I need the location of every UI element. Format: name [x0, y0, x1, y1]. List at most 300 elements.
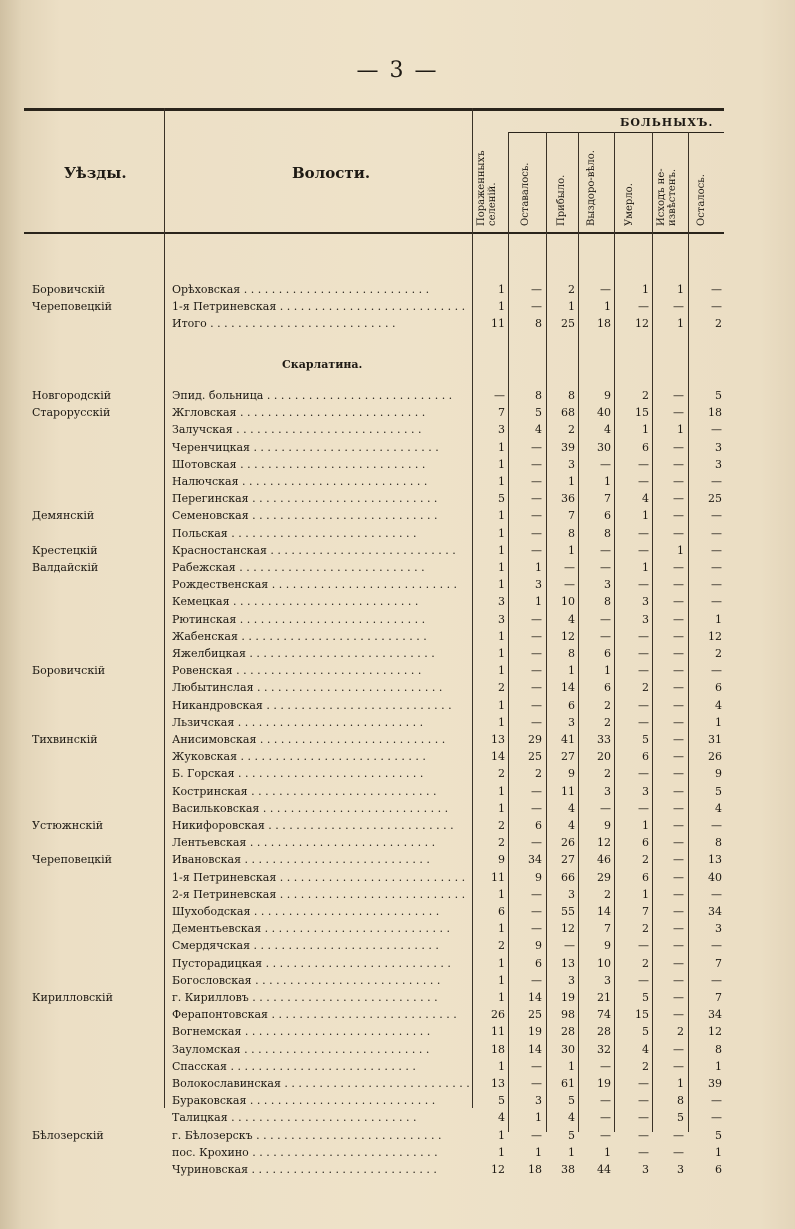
- number-cell: 1: [642, 509, 649, 523]
- column-divider: [578, 132, 579, 1132]
- number-cell: 6: [568, 698, 575, 712]
- number-cell: —: [600, 612, 611, 626]
- number-cell: 5: [498, 1094, 505, 1108]
- number-cell: 66: [561, 870, 575, 884]
- number-cell: 6: [642, 870, 649, 884]
- number-cell: 4: [568, 819, 575, 832]
- number-cell: 4: [568, 1111, 575, 1125]
- number-cell: —: [673, 1145, 684, 1159]
- number-cell: —: [673, 973, 684, 987]
- number-cell: 12: [597, 836, 611, 850]
- number-cell: 1: [535, 1145, 542, 1159]
- volost-cell: Ферапонтовская . . . . . . . . . . . . . . . . . . . . . . . . . . .: [172, 1008, 457, 1022]
- table-row: [24, 1007, 724, 1023]
- table-row: [24, 818, 724, 834]
- number-cell: 40: [708, 870, 722, 884]
- number-cell: —: [673, 389, 684, 402]
- table-row: [24, 1024, 724, 1040]
- number-cell: —: [673, 922, 684, 936]
- volost-cell: Жабенская . . . . . . . . . . . . . . . . . . . . . . . . . . .: [172, 629, 427, 643]
- number-cell: 14: [561, 681, 575, 695]
- number-cell: 46: [597, 853, 611, 867]
- number-cell: 1: [498, 300, 505, 313]
- number-cell: —: [711, 283, 722, 296]
- number-cell: —: [600, 1128, 611, 1142]
- number-cell: 19: [561, 991, 575, 1004]
- number-cell: 1: [498, 956, 505, 970]
- number-cell: 28: [561, 1025, 575, 1039]
- number-cell: —: [531, 629, 542, 643]
- column-divider: [472, 108, 473, 1108]
- number-cell: 1: [568, 300, 575, 313]
- volost-cell: Любытинслая . . . . . . . . . . . . . . . . . . . . . . . . . . .: [172, 681, 443, 695]
- number-cell: 39: [561, 440, 575, 454]
- number-cell: —: [638, 526, 649, 540]
- table-row: [24, 440, 724, 456]
- number-cell: 12: [561, 629, 575, 643]
- number-cell: 10: [561, 595, 575, 609]
- number-cell: —: [531, 543, 542, 557]
- table-row: [24, 990, 724, 1006]
- number-cell: 27: [561, 750, 575, 764]
- number-cell: —: [711, 887, 722, 901]
- number-cell: —: [711, 475, 722, 488]
- number-cell: 1: [498, 526, 505, 540]
- number-cell: —: [711, 595, 722, 609]
- number-cell: 1: [498, 784, 505, 798]
- number-cell: 1: [498, 922, 505, 936]
- number-cell: —: [711, 973, 722, 987]
- number-cell: 3: [568, 887, 575, 901]
- number-cell: —: [711, 1111, 722, 1125]
- number-cell: 14: [597, 905, 611, 918]
- number-cell: 25: [528, 750, 542, 764]
- number-cell: —: [673, 801, 684, 815]
- number-cell: —: [673, 767, 684, 781]
- number-cell: —: [638, 767, 649, 781]
- number-cell: —: [531, 440, 542, 454]
- number-cell: 8: [535, 317, 542, 330]
- volost-cell: Шотовская . . . . . . . . . . . . . . . . . . . . . . . . . . .: [172, 457, 426, 471]
- number-cell: 2: [715, 317, 722, 330]
- number-cell: 1: [498, 457, 505, 471]
- number-cell: 34: [708, 1008, 722, 1022]
- volost-cell: пос. Крохино . . . . . . . . . . . . . . . . . . . . . . . . . . .: [172, 1145, 438, 1159]
- number-cell: 1: [642, 561, 649, 574]
- number-cell: —: [673, 1008, 684, 1022]
- number-cell: 26: [708, 750, 722, 764]
- number-cell: —: [564, 578, 575, 592]
- table-row: [24, 1145, 724, 1161]
- number-cell: 7: [568, 509, 575, 523]
- table-row: [24, 594, 724, 610]
- number-cell: —: [673, 1128, 684, 1142]
- number-cell: 1: [498, 475, 505, 488]
- number-cell: 14: [491, 750, 505, 764]
- uezd-cell: Бѣлозерскій: [32, 1128, 104, 1142]
- number-cell: 3: [642, 595, 649, 609]
- volost-cell: Семеновская . . . . . . . . . . . . . . . . . . . . . . . . . . .: [172, 509, 438, 523]
- number-cell: 3: [604, 578, 611, 592]
- number-cell: 9: [604, 819, 611, 832]
- number-cell: 8: [568, 647, 575, 660]
- number-cell: —: [564, 561, 575, 574]
- number-cell: 5: [677, 1111, 684, 1125]
- number-cell: 3: [642, 1163, 649, 1176]
- number-cell: 1: [715, 612, 722, 626]
- number-cell: 19: [597, 1077, 611, 1090]
- number-cell: 2: [642, 681, 649, 695]
- number-cell: —: [673, 526, 684, 540]
- table-row: [24, 801, 724, 817]
- number-cell: —: [638, 1128, 649, 1142]
- number-cell: 1: [642, 887, 649, 901]
- number-cell: —: [638, 578, 649, 592]
- table-row: [24, 784, 724, 800]
- number-cell: 8: [715, 836, 722, 850]
- volost-cell: Перегинская . . . . . . . . . . . . . . . . . . . . . . . . . . .: [172, 492, 438, 506]
- number-cell: —: [638, 939, 649, 953]
- number-cell: 25: [528, 1008, 542, 1022]
- table-row: [24, 1162, 724, 1178]
- number-cell: 7: [715, 956, 722, 970]
- number-cell: 2: [498, 681, 505, 695]
- number-cell: —: [531, 283, 542, 296]
- volost-cell: Шухободская . . . . . . . . . . . . . . . . . . . . . . . . . . .: [172, 905, 440, 918]
- number-cell: 6: [715, 1163, 722, 1176]
- number-cell: 1: [498, 543, 505, 557]
- volost-cell: Б. Горская . . . . . . . . . . . . . . . . . . . . . . . . . . .: [172, 767, 424, 781]
- header-volosti: Волости.: [292, 164, 371, 182]
- table-row: [24, 715, 724, 731]
- number-cell: 18: [528, 1163, 542, 1176]
- number-cell: —: [673, 733, 684, 746]
- volost-cell: Рютинская . . . . . . . . . . . . . . . . . . . . . . . . . . .: [172, 612, 426, 626]
- header-bottom-rule: [24, 232, 724, 234]
- number-cell: —: [673, 1042, 684, 1056]
- number-cell: 1: [604, 1145, 611, 1159]
- number-cell: 55: [561, 905, 575, 918]
- number-cell: 1: [568, 543, 575, 557]
- number-cell: 1: [677, 317, 684, 330]
- number-cell: 9: [604, 389, 611, 402]
- number-cell: 6: [642, 750, 649, 764]
- number-cell: 26: [561, 836, 575, 850]
- number-cell: 26: [491, 1008, 505, 1022]
- number-cell: —: [673, 647, 684, 660]
- table-row: [24, 526, 724, 542]
- table-row: [24, 956, 724, 972]
- number-cell: 9: [715, 767, 722, 781]
- number-cell: 11: [491, 1025, 505, 1039]
- table-top-rule: [24, 108, 724, 111]
- number-cell: 5: [715, 784, 722, 798]
- table-row: [24, 577, 724, 593]
- number-cell: 29: [528, 733, 542, 746]
- number-cell: —: [673, 406, 684, 420]
- number-cell: 3: [535, 1094, 542, 1108]
- number-cell: 1: [498, 283, 505, 296]
- column-divider: [164, 108, 165, 1108]
- volost-cell: Яжелбицкая . . . . . . . . . . . . . . . . . . . . . . . . . . .: [172, 647, 435, 660]
- number-cell: 2: [677, 1025, 684, 1039]
- number-cell: 1: [498, 991, 505, 1004]
- number-cell: —: [600, 457, 611, 471]
- number-cell: 3: [604, 973, 611, 987]
- number-cell: 1: [677, 423, 684, 437]
- number-cell: 2: [604, 715, 611, 729]
- number-cell: —: [673, 664, 684, 678]
- number-cell: 13: [491, 733, 505, 746]
- number-cell: 1: [498, 664, 505, 678]
- number-cell: 39: [708, 1077, 722, 1090]
- number-cell: 7: [604, 492, 611, 506]
- number-cell: 1: [498, 973, 505, 987]
- number-cell: 6: [535, 956, 542, 970]
- number-cell: 74: [597, 1008, 611, 1022]
- number-cell: —: [531, 457, 542, 471]
- number-cell: 4: [642, 1042, 649, 1056]
- number-cell: —: [638, 664, 649, 678]
- volost-cell: Васильковская . . . . . . . . . . . . . . . . . . . . . . . . . . .: [172, 801, 449, 815]
- number-cell: 41: [561, 733, 575, 746]
- number-cell: —: [711, 664, 722, 678]
- number-cell: —: [711, 423, 722, 437]
- number-cell: —: [531, 887, 542, 901]
- number-cell: 12: [635, 317, 649, 330]
- number-cell: 5: [568, 1128, 575, 1142]
- number-cell: —: [531, 1059, 542, 1073]
- number-cell: 1: [715, 1145, 722, 1159]
- number-cell: 4: [715, 801, 722, 815]
- number-cell: —: [711, 561, 722, 574]
- number-cell: 6: [604, 647, 611, 660]
- uezd-cell: Тихвинскій: [32, 733, 98, 746]
- table-row: [24, 543, 724, 559]
- number-cell: 2: [498, 819, 505, 832]
- number-cell: 5: [498, 492, 505, 506]
- number-cell: —: [673, 819, 684, 832]
- volost-cell: Черенчицкая . . . . . . . . . . . . . . . . . . . . . . . . . . .: [172, 440, 439, 454]
- volost-cell: Льзичская . . . . . . . . . . . . . . . . . . . . . . . . . . .: [172, 715, 424, 729]
- number-cell: 29: [597, 870, 611, 884]
- number-cell: 11: [561, 784, 575, 798]
- number-cell: —: [673, 939, 684, 953]
- volost-cell: Никифоровская . . . . . . . . . . . . . . . . . . . . . . . . . . .: [172, 819, 454, 832]
- number-cell: —: [531, 836, 542, 850]
- uezd-cell: Устюжнскій: [32, 819, 104, 832]
- number-cell: —: [638, 475, 649, 488]
- number-cell: 1: [498, 629, 505, 643]
- number-cell: —: [531, 698, 542, 712]
- header-arrived: Прибыло.: [556, 174, 567, 226]
- number-cell: —: [638, 1111, 649, 1125]
- number-cell: 1: [498, 801, 505, 815]
- table-row: [24, 388, 724, 404]
- volost-cell: Итого . . . . . . . . . . . . . . . . . . . . . . . . . . .: [172, 317, 396, 330]
- number-cell: 3: [535, 578, 542, 592]
- number-cell: 1: [498, 578, 505, 592]
- number-cell: 38: [561, 1163, 575, 1176]
- volost-cell: Залучская . . . . . . . . . . . . . . . . . . . . . . . . . . .: [172, 423, 422, 437]
- number-cell: 8: [535, 389, 542, 402]
- table-row: [24, 1093, 724, 1109]
- number-cell: 98: [561, 1008, 575, 1022]
- number-cell: 3: [677, 1163, 684, 1176]
- number-cell: 1: [677, 283, 684, 296]
- number-cell: 1: [498, 1059, 505, 1073]
- number-cell: —: [711, 1094, 722, 1108]
- number-cell: —: [638, 300, 649, 313]
- number-cell: —: [673, 681, 684, 695]
- table-row: [24, 1110, 724, 1126]
- table-row: [24, 921, 724, 937]
- number-cell: 34: [708, 905, 722, 918]
- number-cell: 4: [604, 423, 611, 437]
- number-cell: 6: [604, 681, 611, 695]
- table-row: [24, 282, 724, 298]
- number-cell: —: [711, 543, 722, 557]
- number-cell: —: [600, 283, 611, 296]
- volost-cell: Ровенская . . . . . . . . . . . . . . . . . . . . . . . . . . .: [172, 664, 422, 678]
- number-cell: —: [638, 629, 649, 643]
- number-cell: 5: [642, 733, 649, 746]
- number-cell: 9: [568, 767, 575, 781]
- number-cell: —: [600, 1111, 611, 1125]
- number-cell: —: [673, 440, 684, 454]
- number-cell: 18: [708, 406, 722, 420]
- number-cell: 13: [561, 956, 575, 970]
- number-cell: —: [711, 578, 722, 592]
- number-cell: 1: [498, 647, 505, 660]
- number-cell: —: [673, 561, 684, 574]
- number-cell: 10: [597, 956, 611, 970]
- number-cell: 1: [498, 715, 505, 729]
- table-row: [24, 698, 724, 714]
- number-cell: —: [531, 784, 542, 798]
- number-cell: 1: [677, 1077, 684, 1090]
- number-cell: —: [673, 715, 684, 729]
- number-cell: 6: [498, 905, 505, 918]
- column-divider: [546, 132, 547, 1132]
- number-cell: 25: [561, 317, 575, 330]
- volost-cell: Костринская . . . . . . . . . . . . . . . . . . . . . . . . . . .: [172, 784, 437, 798]
- number-cell: 40: [597, 406, 611, 420]
- number-cell: 30: [597, 440, 611, 454]
- table-row: [24, 870, 724, 886]
- number-cell: 1: [604, 475, 611, 488]
- number-cell: 9: [498, 853, 505, 867]
- number-cell: 2: [498, 939, 505, 953]
- number-cell: —: [673, 629, 684, 643]
- volost-cell: Зауломская . . . . . . . . . . . . . . . . . . . . . . . . . . .: [172, 1042, 430, 1056]
- number-cell: 3: [715, 440, 722, 454]
- number-cell: —: [600, 1094, 611, 1108]
- number-cell: —: [673, 475, 684, 488]
- number-cell: 2: [604, 767, 611, 781]
- number-cell: 2: [642, 1059, 649, 1073]
- number-cell: 36: [561, 492, 575, 506]
- number-cell: 9: [535, 870, 542, 884]
- table-row: [24, 299, 724, 315]
- number-cell: 1: [642, 819, 649, 832]
- header-left: Осталось.: [696, 174, 707, 226]
- number-cell: 8: [677, 1094, 684, 1108]
- number-cell: —: [638, 973, 649, 987]
- uezd-cell: Старорусскій: [32, 406, 111, 420]
- number-cell: 2: [642, 389, 649, 402]
- number-cell: —: [638, 647, 649, 660]
- number-cell: 27: [561, 853, 575, 867]
- number-cell: —: [673, 905, 684, 918]
- number-cell: 2: [535, 767, 542, 781]
- number-cell: 3: [715, 457, 722, 471]
- number-cell: 3: [604, 784, 611, 798]
- number-cell: 20: [597, 750, 611, 764]
- section-scarlet: Скарлатина.: [282, 358, 363, 371]
- number-cell: 13: [491, 1077, 505, 1090]
- table-row: [24, 938, 724, 954]
- number-cell: —: [673, 595, 684, 609]
- number-cell: 1: [568, 664, 575, 678]
- number-cell: 28: [597, 1025, 611, 1039]
- table-row: [24, 646, 724, 662]
- number-cell: 8: [715, 1042, 722, 1056]
- volost-cell: Спасская . . . . . . . . . . . . . . . . . . . . . . . . . . .: [172, 1059, 416, 1073]
- number-cell: —: [673, 870, 684, 884]
- number-cell: 44: [597, 1163, 611, 1176]
- volost-cell: Ивановская . . . . . . . . . . . . . . . . . . . . . . . . . . .: [172, 853, 430, 867]
- volost-cell: Чуриновская . . . . . . . . . . . . . . . . . . . . . . . . . . .: [172, 1163, 437, 1176]
- volost-cell: Пусторадицкая . . . . . . . . . . . . . . . . . . . . . . . . . . .: [172, 956, 451, 970]
- number-cell: —: [673, 991, 684, 1004]
- uezd-cell: Череповецкій: [32, 853, 113, 867]
- number-cell: —: [673, 457, 684, 471]
- table-row: [24, 766, 724, 782]
- volost-cell: Волокославинская . . . . . . . . . . . . . . . . . . . . . . . . . . .: [172, 1077, 470, 1090]
- number-cell: 61: [561, 1077, 575, 1090]
- table-row: [24, 1059, 724, 1075]
- number-cell: —: [564, 939, 575, 953]
- table-row: [24, 422, 724, 438]
- uezd-cell: Кирилловскій: [32, 991, 113, 1004]
- number-cell: 1: [498, 509, 505, 523]
- table-row: [24, 732, 724, 748]
- number-cell: 12: [708, 629, 722, 643]
- table-row: [24, 508, 724, 524]
- number-cell: 2: [604, 887, 611, 901]
- table-row: [24, 749, 724, 765]
- number-cell: 11: [491, 317, 505, 330]
- column-divider: [652, 132, 653, 1132]
- number-cell: —: [638, 801, 649, 815]
- volost-cell: Красностанская . . . . . . . . . . . . . . . . . . . . . . . . . . .: [172, 543, 456, 557]
- number-cell: —: [673, 887, 684, 901]
- table-row: [24, 680, 724, 696]
- number-cell: —: [638, 715, 649, 729]
- number-cell: —: [638, 457, 649, 471]
- number-cell: 2: [642, 922, 649, 936]
- table-row: [24, 629, 724, 645]
- number-cell: —: [600, 543, 611, 557]
- table-row: [24, 474, 724, 490]
- number-cell: —: [531, 492, 542, 506]
- number-cell: 4: [568, 612, 575, 626]
- number-cell: 1: [498, 440, 505, 454]
- number-cell: —: [600, 561, 611, 574]
- number-cell: 1: [604, 664, 611, 678]
- number-cell: —: [531, 905, 542, 918]
